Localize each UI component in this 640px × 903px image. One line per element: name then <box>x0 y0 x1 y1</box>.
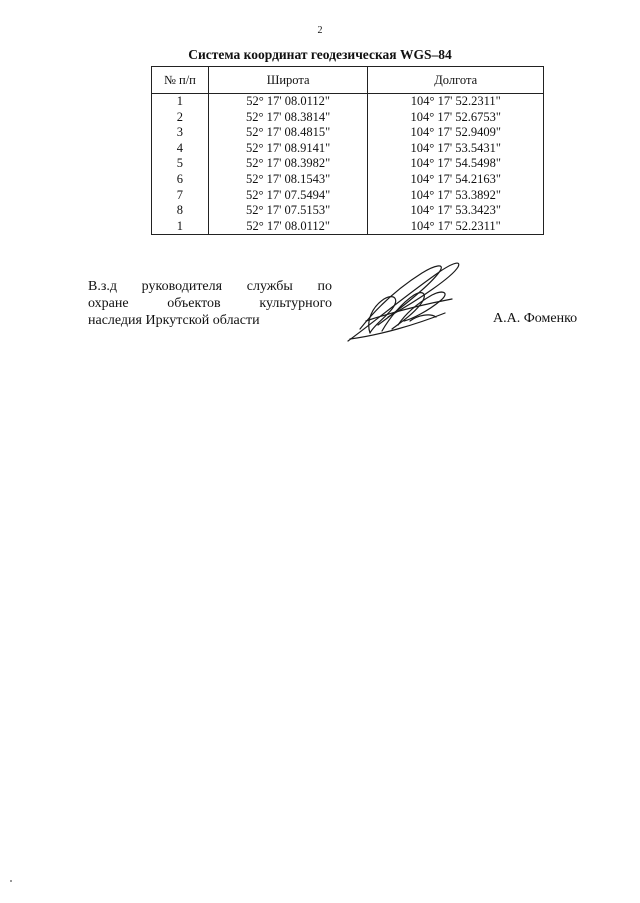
latitude-cell: 52° 17' 07.5153" <box>208 203 368 219</box>
point-number: 3 <box>152 125 209 141</box>
table-header-row <box>152 67 544 94</box>
coordinates-table <box>151 66 544 235</box>
point-number: 1 <box>152 94 209 110</box>
point-number: 4 <box>152 141 209 157</box>
handwritten-signature <box>340 255 470 345</box>
latitude-cell: 52° 17' 08.0112" <box>208 219 368 235</box>
longitude-cell: 104° 17' 52.2311" <box>368 219 544 235</box>
table-row <box>152 156 544 172</box>
table-row <box>152 110 544 126</box>
page-number: 2 <box>317 25 323 36</box>
table-row <box>152 188 544 204</box>
point-number: 8 <box>152 203 209 219</box>
signer-position-line: наследия Иркутской области <box>88 313 260 328</box>
longitude-cell: 104° 17' 53.3423" <box>368 203 544 219</box>
longitude-cell: 104° 17' 52.6753" <box>368 110 544 126</box>
latitude-cell: 52° 17' 08.3814" <box>208 110 368 126</box>
signer-name: А.А. Фоменко <box>493 311 578 326</box>
column-header-latitude: Широта <box>208 67 368 94</box>
longitude-cell: 104° 17' 52.2311" <box>368 94 544 110</box>
longitude-cell: 104° 17' 54.5498" <box>368 156 544 172</box>
signer-position <box>88 278 332 329</box>
latitude-cell: 52° 17' 08.4815" <box>208 125 368 141</box>
document-title: Система координат геодезическая WGS–84 <box>188 47 452 62</box>
latitude-cell: 52° 17' 08.9141" <box>208 141 368 157</box>
column-header-longitude: Долгота <box>368 67 544 94</box>
latitude-cell: 52° 17' 08.1543" <box>208 172 368 188</box>
point-number: 2 <box>152 110 209 126</box>
signer-position-line: В.з.д руководителя службы по <box>88 279 332 294</box>
table-row <box>152 219 544 235</box>
table-row <box>152 141 544 157</box>
longitude-cell: 104° 17' 53.3892" <box>368 188 544 204</box>
latitude-cell: 52° 17' 08.0112" <box>208 94 368 110</box>
table-row <box>152 203 544 219</box>
table-row <box>152 125 544 141</box>
scan-speck <box>10 880 12 882</box>
latitude-cell: 52° 17' 08.3982" <box>208 156 368 172</box>
longitude-cell: 104° 17' 53.5431" <box>368 141 544 157</box>
point-number: 1 <box>152 219 209 235</box>
latitude-cell: 52° 17' 07.5494" <box>208 188 368 204</box>
point-number: 7 <box>152 188 209 204</box>
longitude-cell: 104° 17' 52.9409" <box>368 125 544 141</box>
signer-position-line: охране объектов культурного <box>88 296 332 311</box>
point-number: 5 <box>152 156 209 172</box>
point-number: 6 <box>152 172 209 188</box>
column-header-number: № п/п <box>152 67 209 94</box>
table-row <box>152 172 544 188</box>
table-row <box>152 94 544 110</box>
longitude-cell: 104° 17' 54.2163" <box>368 172 544 188</box>
